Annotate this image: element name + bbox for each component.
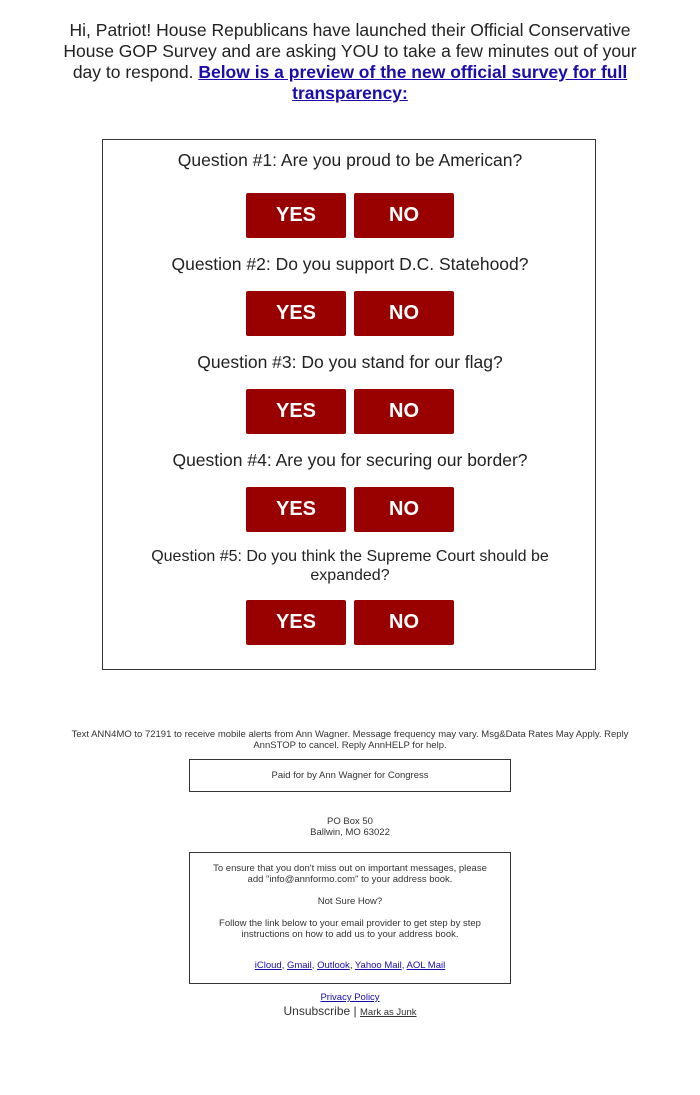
- question-1: Question #1: Are you proud to be American?: [177, 150, 523, 170]
- privacy-policy-link[interactable]: Privacy Policy: [320, 992, 380, 1003]
- intro-text: Hi, Patriot! House Republicans have launched their Official Conservative House GOP Survey and are asking YOU to take a few minutes out of your day to respond.: [63, 20, 637, 82]
- unsubscribe-link[interactable]: Unsubscribe: [283, 1004, 351, 1018]
- survey-box: [102, 139, 596, 670]
- safelist-question: Not Sure How?: [317, 896, 383, 907]
- answer-row-5: [246, 600, 456, 645]
- separator: |: [353, 1004, 357, 1018]
- safelist-box: [189, 852, 511, 984]
- unsubscribe-row: [200, 1004, 500, 1020]
- q2-no-button[interactable]: NO: [354, 291, 454, 336]
- answer-row-2: [246, 291, 456, 336]
- question-5: Question #5: Do you think the Supreme Court should be expanded?: [151, 548, 549, 584]
- intro-paragraph: [50, 20, 650, 104]
- privacy-row: [200, 992, 500, 1003]
- q3-yes-button[interactable]: YES: [246, 389, 346, 434]
- question-3: Question #3: Do you stand for our flag?: [197, 352, 503, 372]
- q2-yes-button[interactable]: YES: [246, 291, 346, 336]
- question-4: Question #4: Are you for securing our border?: [172, 450, 528, 470]
- mailing-address: [200, 816, 500, 838]
- provider-link-yahoo[interactable]: Yahoo Mail: [354, 960, 402, 971]
- provider-link-outlook[interactable]: Outlook: [317, 960, 350, 971]
- q1-no-button[interactable]: NO: [354, 193, 454, 238]
- provider-link-aol[interactable]: AOL Mail: [406, 960, 446, 971]
- safelist-help: Follow the link below to your email provider to get step by step instructions on how to add us to your address book.: [219, 918, 481, 940]
- survey-preview-link[interactable]: Below is a preview of the new official survey for full transparency:: [198, 62, 628, 103]
- q3-no-button[interactable]: NO: [354, 389, 454, 434]
- q5-no-button[interactable]: NO: [354, 600, 454, 645]
- address-line-2: Ballwin, MO 63022: [310, 827, 390, 838]
- safelist-instructions: To ensure that you don't miss out on important messages, please add "info@annformo.com" to your address book.: [213, 863, 487, 885]
- provider-link-icloud[interactable]: iCloud: [254, 960, 282, 971]
- paid-for-box: Paid for by Ann Wagner for Congress: [189, 759, 511, 792]
- sms-disclaimer: Text ANN4MO to 72191 to receive mobile alerts from Ann Wagner. Message frequency may vary. Msg&Data Rates May Apply. Reply AnnSTOP to cancel. Reply AnnHELP for help.: [71, 729, 629, 751]
- q1-yes-button[interactable]: YES: [246, 193, 346, 238]
- answer-row-4: [246, 487, 456, 532]
- mark-as-junk-link[interactable]: Mark as Junk: [360, 1007, 417, 1018]
- question-2: Question #2: Do you support D.C. Statehood?: [171, 254, 529, 274]
- provider-link-gmail[interactable]: Gmail: [286, 960, 312, 971]
- q5-yes-button[interactable]: YES: [246, 600, 346, 645]
- answer-row-3: [246, 389, 456, 434]
- provider-links: iCloud, Gmail, Outlook, Yahoo Mail, AOL Mail: [254, 960, 446, 971]
- address-line-1: PO Box 50: [327, 816, 373, 827]
- answer-row-1: [246, 193, 456, 238]
- q4-yes-button[interactable]: YES: [246, 487, 346, 532]
- q4-no-button[interactable]: NO: [354, 487, 454, 532]
